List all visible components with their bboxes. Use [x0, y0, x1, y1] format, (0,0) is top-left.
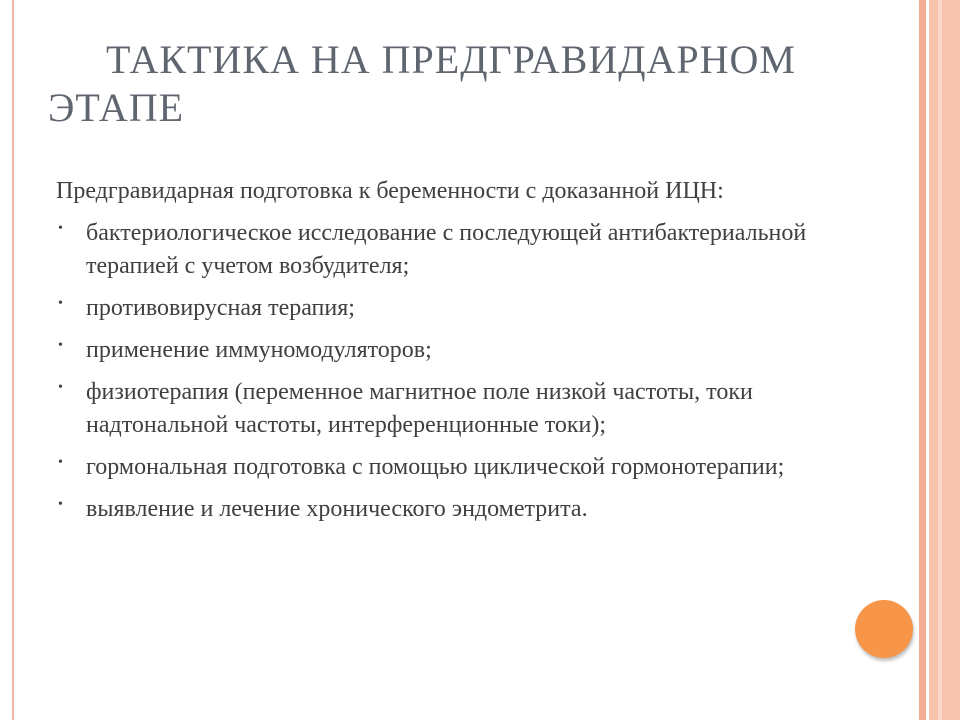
bullet-icon: • [58, 221, 63, 236]
list-item-text: выявление и лечение хронического эндометрита. [86, 496, 588, 522]
bullet-icon: • [58, 380, 63, 395]
list-item-text: применение иммуномодуляторов; [86, 337, 432, 363]
list-item [56, 217, 856, 283]
slide-title: ТАКТИКА НА ПРЕДГРАВИДАРНОМ ЭТАПЕ [48, 37, 796, 130]
list-item [56, 334, 856, 367]
slide-body [56, 175, 856, 535]
list-item [56, 292, 856, 325]
bullet-list [56, 217, 856, 526]
list-item [56, 376, 856, 442]
band-stripe [919, 0, 926, 720]
band-stripe [929, 0, 938, 720]
bullet-icon: • [58, 455, 63, 470]
list-item-text: физиотерапия (переменное магнитное поле низкой частоты, токи надтональной частоты, интерференционные токи); [86, 379, 753, 438]
decorative-circle-icon [855, 600, 913, 658]
list-item [56, 451, 856, 484]
intro-text: Предгравидарная подготовка к беременности с доказанной ИЦН: [56, 178, 724, 204]
left-decorative-rule [12, 0, 14, 720]
list-item-text: гормональная подготовка с помощью циклической гормонотерапии; [86, 454, 785, 480]
list-item-text: противовирусная терапия; [86, 295, 355, 321]
band-stripe [942, 0, 960, 720]
right-decorative-band [916, 0, 960, 720]
list-item [56, 493, 856, 526]
bullet-icon: • [58, 296, 63, 311]
list-item-text: бактериологическое исследование с последующей антибактериальной терапией с учетом возбудителя; [86, 220, 807, 279]
bullet-icon: • [58, 338, 63, 353]
bullet-icon: • [58, 497, 63, 512]
